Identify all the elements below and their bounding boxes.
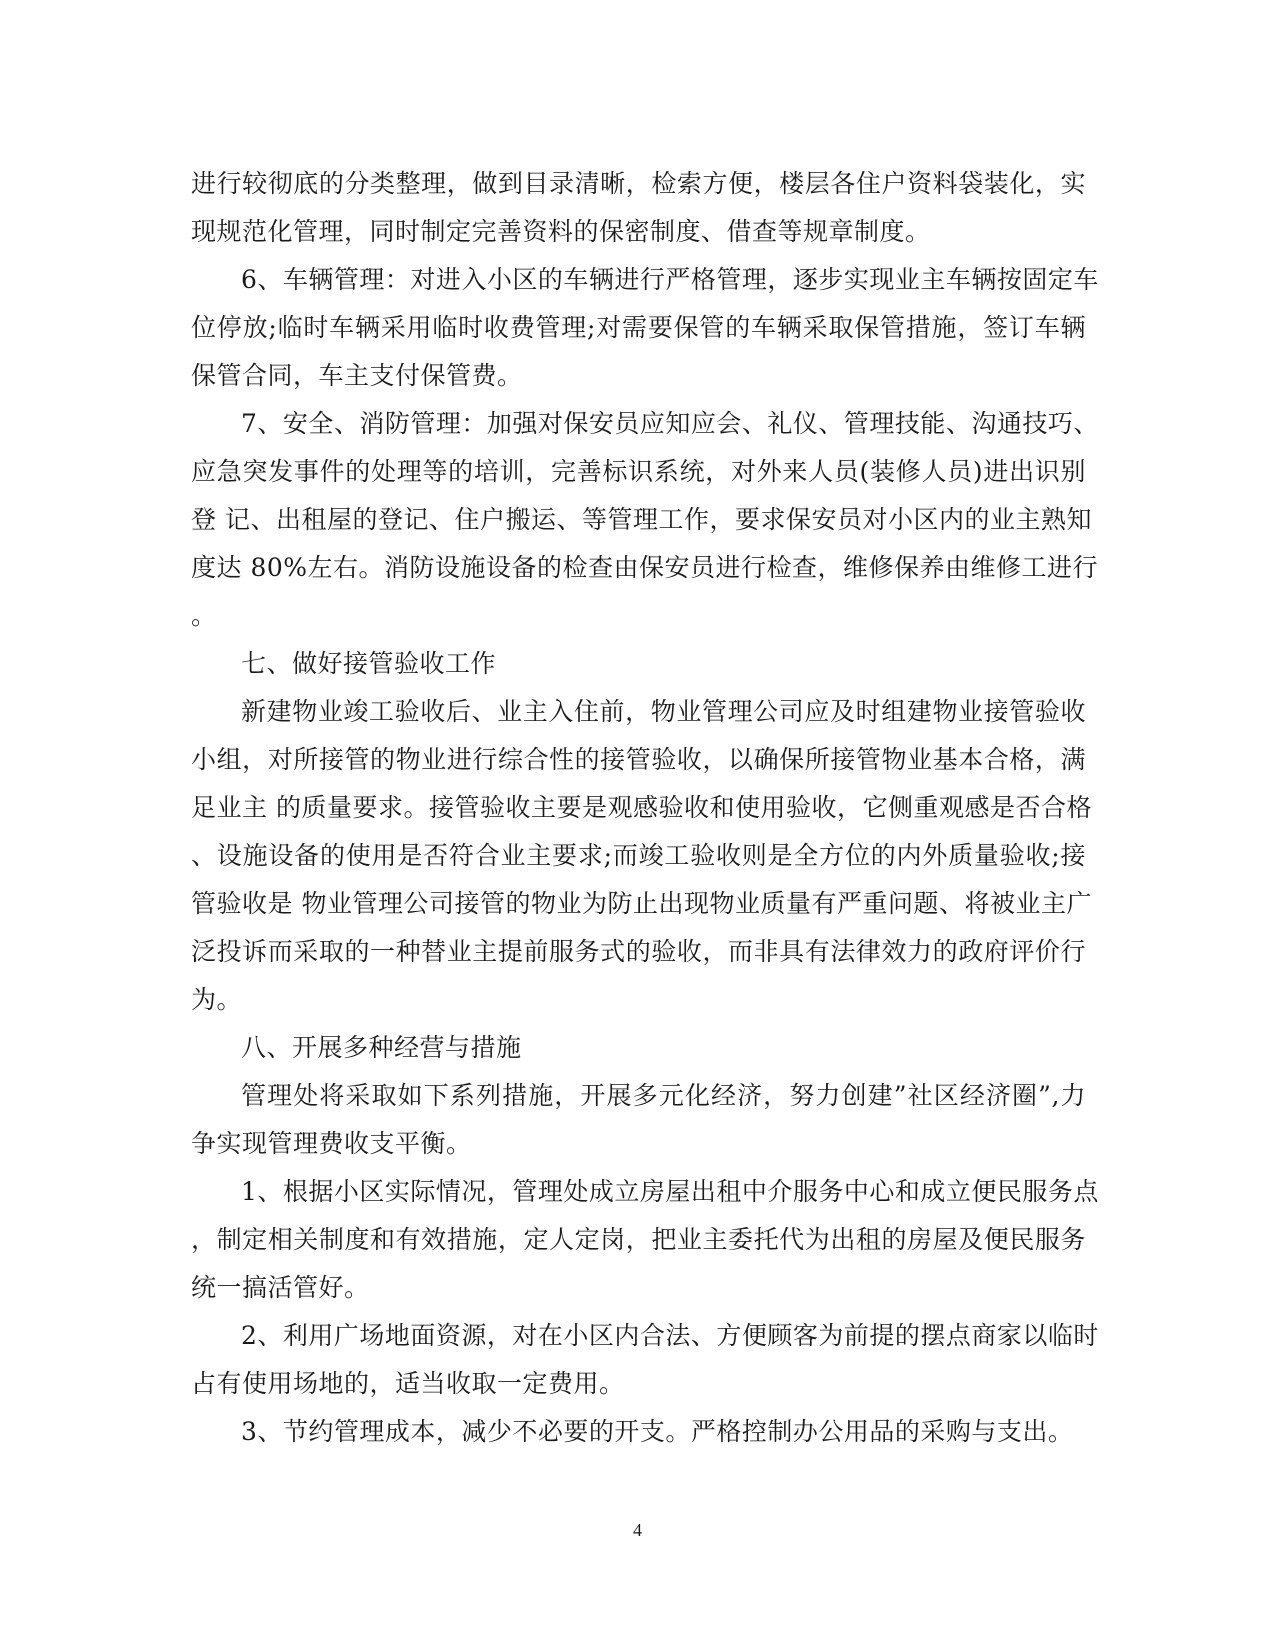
paragraph-acceptance (191, 688, 1092, 1024)
paragraph-item-3 (191, 1408, 1086, 1456)
text-line: 保管合同，车主支付保管费。 (191, 361, 523, 390)
text-line: 7、安全、消防管理：加强对保安员应知应会、礼仪、管理技能、沟通技巧、 (241, 409, 1099, 438)
text-line: 3、节约管理成本，减少不必要的开支。严格控制办公用品的采购与支出。 (241, 1417, 1074, 1446)
text-line: 泛投诉而采取的一种替业主提前服务式的验收，而非具有法律效力的政府评价行 (191, 937, 1086, 966)
text-line: 位停放;临时车辆采用临时收费管理;对需要保管的车辆采取保管措施，签订车辆 (191, 313, 1086, 342)
text-line: 度达 80%左右。消防设施设备的检查由保安员进行检查，维修保养由维修工进行 (191, 553, 1099, 582)
section-heading-seven (191, 640, 1086, 688)
text-line: 管验收是 物业管理公司接管的物业为防止出现物业质量有严重问题、将被业主广 (191, 889, 1092, 918)
text-line: 6、车辆管理：对进入小区的车辆进行严格管理，逐步实现业主车辆按固定车 (241, 265, 1099, 294)
text-line: 。 (191, 601, 217, 630)
text-line: 进行较彻底的分类整理，做到目录清晰，检索方便，楼层各住户资料袋装化，实 (191, 169, 1086, 198)
document-body (191, 160, 1099, 1456)
text-line: 统一搞活管好。 (191, 1273, 370, 1302)
text-line: 新建物业竣工验收后、业主入住前，物业管理公司应及时组建物业接管验收 (241, 697, 1086, 726)
text-line: 登 记、出租屋的登记、住户搬运、等管理工作，要求保安员对小区内的业主熟知 (191, 505, 1092, 534)
text-line: 管理处将采取如下系列措施，开展多元化经济，努力创建”社区经济圈”,力 (241, 1081, 1086, 1110)
text-line: 应急突发事件的处理等的培训，完善标识系统，对外来人员(装修人员)进出识别 (191, 457, 1086, 486)
paragraph-safety-fire-management (191, 400, 1099, 640)
page-number: 4 (633, 1520, 642, 1540)
section-heading: 七、做好接管验收工作 (241, 649, 497, 678)
text-line: ，制定相关制度和有效措施，定人定岗，把业主委托代为出租的房屋及便民服务 (191, 1225, 1086, 1254)
text-line: 1、根据小区实际情况，管理处成立房屋出租中介服务中心和成立便民服务点 (241, 1177, 1099, 1206)
text-line: 争实现管理费收支平衡。 (191, 1129, 472, 1158)
text-line: 足业主 的质量要求。接管验收主要是观感验收和使用验收，它侧重观感是否合格 (191, 793, 1092, 822)
paragraph-vehicle-management (191, 256, 1099, 400)
section-heading-eight (191, 1024, 1086, 1072)
paragraph-item-2 (191, 1312, 1099, 1408)
paragraph-archive-continued (191, 160, 1086, 256)
paragraph-measures (191, 1072, 1086, 1168)
text-line: 为。 (191, 985, 243, 1014)
text-line: 2、利用广场地面资源，对在小区内合法、方便顾客为前提的摆点商家以临时 (241, 1321, 1099, 1350)
text-line: 、设施设备的使用是否符合业主要求;而竣工验收则是全方位的内外质量验收;接 (191, 841, 1086, 870)
text-line: 现规范化管理，同时制定完善资料的保密制度、借查等规章制度。 (191, 217, 931, 246)
text-line: 占有使用场地的，适当收取一定费用。 (191, 1369, 625, 1398)
text-line: 小组，对所接管的物业进行综合性的接管验收，以确保所接管物业基本合格，满 (191, 745, 1086, 774)
paragraph-item-1 (191, 1168, 1099, 1312)
section-heading: 八、开展多种经营与措施 (241, 1033, 522, 1062)
